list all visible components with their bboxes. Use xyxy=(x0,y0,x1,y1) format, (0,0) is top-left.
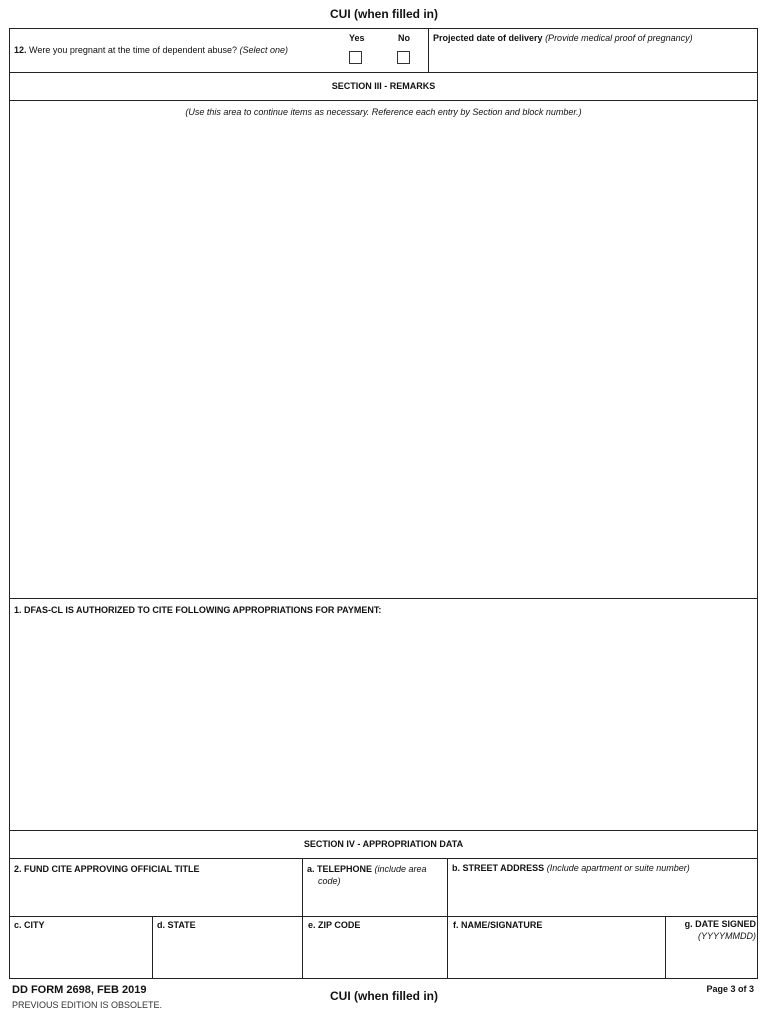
delivery-label-group xyxy=(433,33,693,43)
fund-cite-label: 2. FUND CITE APPROVING OFFICIAL TITLE xyxy=(14,864,200,874)
state-label: d. STATE xyxy=(157,920,196,930)
section3-instructions: (Use this area to continue items as necessary. Reference each entry by Section and block number.) xyxy=(185,107,582,117)
delivery-label: Projected date of delivery xyxy=(433,33,543,43)
divider xyxy=(9,858,758,859)
street-label: b. STREET ADDRESS xyxy=(452,863,545,873)
obsolete-note: PREVIOUS EDITION IS OBSOLETE. xyxy=(12,1000,163,1010)
zip-label: e. ZIP CODE xyxy=(308,920,361,930)
divider xyxy=(447,858,448,979)
item12-select-hint: (Select one) xyxy=(239,45,289,55)
cui-header: CUI (when filled in) xyxy=(330,7,438,21)
telephone-hint-2: code) xyxy=(318,876,341,886)
divider xyxy=(9,916,758,917)
telephone-label: a. TELEPHONE xyxy=(307,864,373,874)
street-hint: (Include apartment or suite number) xyxy=(546,863,690,873)
zip-field[interactable] xyxy=(304,934,445,977)
no-label: No xyxy=(398,33,410,43)
form-id: DD FORM 2698, FEB 2019 xyxy=(12,984,147,996)
divider xyxy=(9,72,758,73)
name-signature-label: f. NAME/SIGNATURE xyxy=(453,920,543,930)
yes-checkbox[interactable] xyxy=(349,51,362,64)
dfas-label: 1. DFAS-CL IS AUTHORIZED TO CITE FOLLOWING APPROPRIATIONS FOR PAYMENT: xyxy=(14,605,382,615)
fund-cite-field[interactable] xyxy=(11,878,300,914)
no-checkbox[interactable] xyxy=(397,51,410,64)
city-label: c. CITY xyxy=(14,920,45,930)
divider xyxy=(9,100,758,101)
divider xyxy=(152,916,153,979)
divider xyxy=(9,830,758,831)
date-label-group xyxy=(667,918,756,942)
item12-divider xyxy=(428,28,429,72)
telephone-field[interactable] xyxy=(304,890,445,914)
telephone-hint-1: (include area xyxy=(374,864,427,874)
yes-label: Yes xyxy=(349,33,365,43)
item12-number: 12. xyxy=(14,45,27,55)
name-signature-field[interactable] xyxy=(449,934,663,977)
section4-title: SECTION IV - APPROPRIATION DATA xyxy=(303,839,464,849)
city-field[interactable] xyxy=(11,934,150,977)
item12-question-text: Were you pregnant at the time of dependent abuse? xyxy=(29,45,238,55)
street-label-group xyxy=(452,863,690,873)
section3-title: SECTION III - REMARKS xyxy=(331,81,436,91)
divider xyxy=(9,598,758,599)
divider xyxy=(302,858,303,979)
delivery-date-field[interactable] xyxy=(430,46,756,70)
divider xyxy=(665,916,666,979)
state-field[interactable] xyxy=(154,934,300,977)
delivery-hint: (Provide medical proof of pregnancy) xyxy=(545,33,693,43)
street-field[interactable] xyxy=(449,878,756,914)
cui-footer: CUI (when filled in) xyxy=(330,989,438,1003)
dfas-textarea[interactable] xyxy=(11,620,756,828)
telephone-label-group xyxy=(307,863,447,887)
date-signed-field[interactable] xyxy=(667,944,756,977)
page-number: Page 3 of 3 xyxy=(706,984,754,994)
remarks-textarea[interactable] xyxy=(11,122,756,596)
date-signed-label: g. DATE SIGNED xyxy=(684,919,756,929)
item12-question xyxy=(14,45,288,55)
date-signed-hint: (YYYYMMDD) xyxy=(698,931,756,941)
